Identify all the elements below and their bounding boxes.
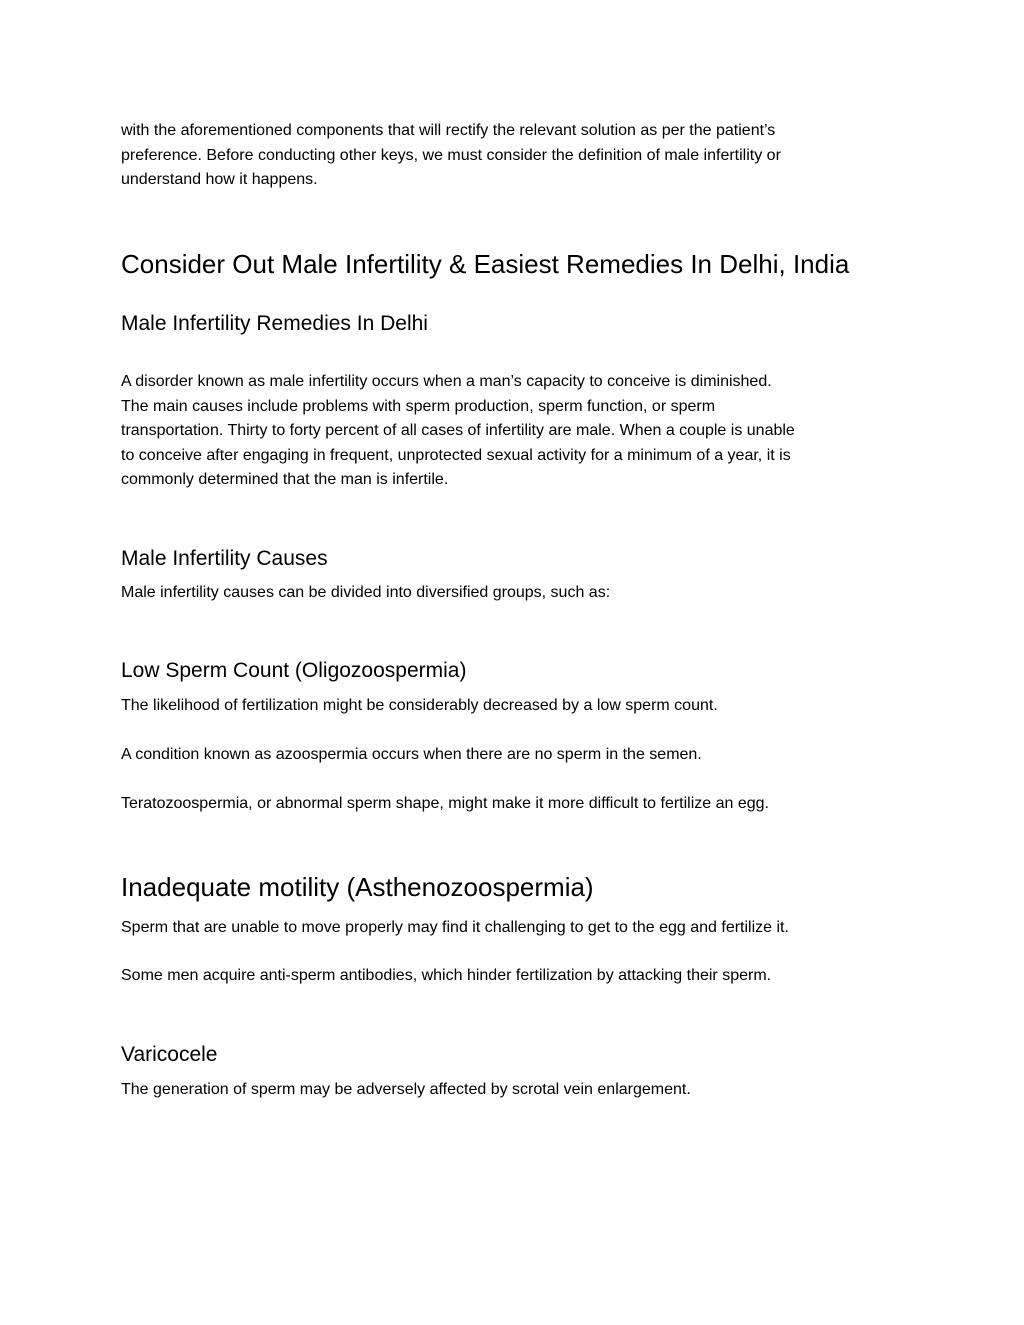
varicocele-paragraph: The generation of sperm may be adversely affected by scrotal vein enlargement. <box>121 1081 691 1098</box>
remedies-heading: Male Infertility Remedies In Delhi <box>121 312 428 335</box>
varicocele-heading: Varicocele <box>121 1043 218 1066</box>
low-sperm-paragraph-3: Teratozoospermia, or abnormal sperm shape, might make it more difficult to fertilize an egg. <box>121 795 769 812</box>
low-sperm-paragraph-1: The likelihood of fertilization might be considerably decreased by a low sperm count. <box>121 697 718 714</box>
motility-paragraph-1: Sperm that are unable to move properly may find it challenging to get to the egg and fertilize it. <box>121 919 789 936</box>
low-sperm-paragraph-2: A condition known as azoospermia occurs when there are no sperm in the semen. <box>121 746 702 763</box>
intro-paragraph: with the aforementioned components that will rectify the relevant solution as per the patient’s preference. Before conducting other keys, we must consider the definition of male infertility or understand how it happens. <box>121 122 781 188</box>
motility-paragraph-2: Some men acquire anti-sperm antibodies, which hinder fertilization by attacking their sperm. <box>121 967 772 984</box>
low-sperm-heading: Low Sperm Count (Oligozoospermia) <box>121 659 467 682</box>
causes-paragraph: Male infertility causes can be divided into diversified groups, such as: <box>121 584 611 601</box>
disorder-paragraph: A disorder known as male infertility occurs when a man’s capacity to conceive is diminished. The main causes include problems with sperm production, sperm function, or sperm transportation. Thirty to forty percent of all cases of infertility are male. When a couple is unable to conceive after engaging in frequent, unprotected sexual activity for a minimum of a year, it is commonly determined that the man is infertile. <box>121 373 795 488</box>
main-heading: Consider Out Male Infertility & Easiest Remedies In Delhi, India <box>121 249 850 279</box>
causes-heading: Male Infertility Causes <box>121 547 328 570</box>
motility-heading: Inadequate motility (Asthenozoospermia) <box>121 872 594 902</box>
